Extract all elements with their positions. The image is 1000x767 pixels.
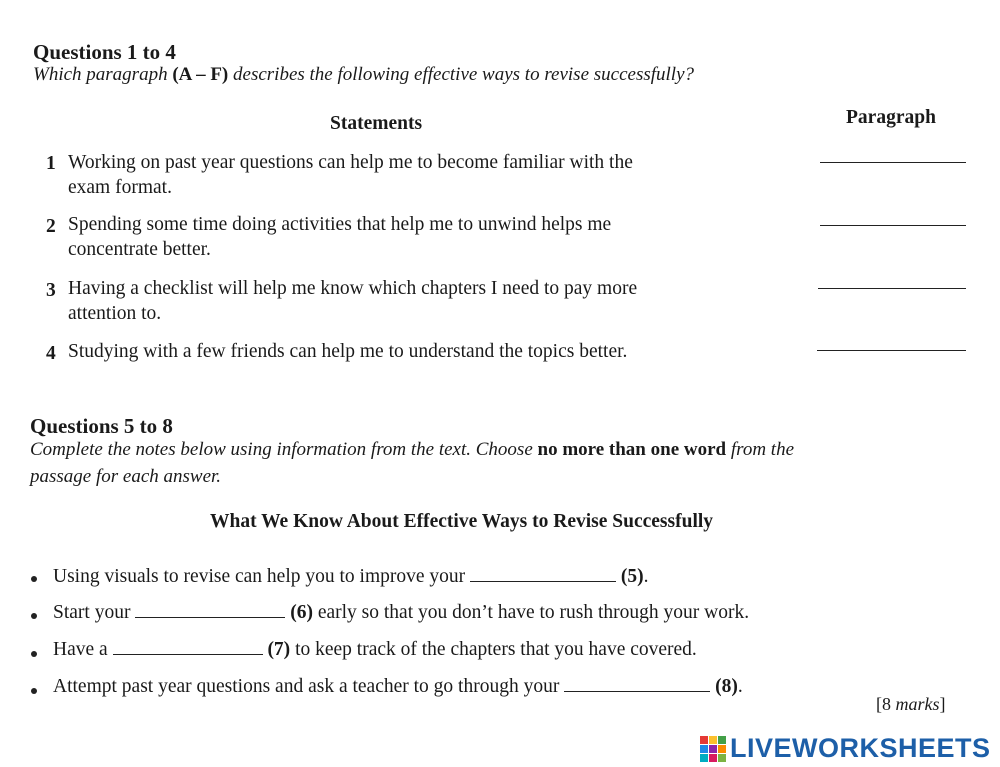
liveworksheets-logo: [700, 733, 991, 764]
note-item: Have a (7) to keep track of the chapters that you have covered.: [53, 639, 697, 660]
answer-blank-2[interactable]: [820, 225, 966, 226]
bullet-dot: [31, 576, 37, 582]
fill-blank-6[interactable]: [135, 616, 285, 618]
section2-title: Questions 5 to 8: [30, 414, 173, 438]
answer-blank-1[interactable]: [820, 162, 966, 163]
logo-grid-icon: [700, 736, 726, 762]
logo-text: LIVEWORKSHEETS: [730, 733, 991, 763]
fill-blank-7[interactable]: [113, 653, 263, 655]
note-item: Start your (6) early so that you don’t have to rush through your work.: [53, 602, 750, 623]
question-number: 2: [46, 216, 56, 237]
statement-text: Having a checklist will help me know which chapters I need to pay more attention to.: [68, 278, 638, 324]
note-item: Using visuals to revise can help you to improve your (5).: [53, 566, 649, 587]
bullet-dot: [31, 651, 37, 657]
section1-instruction: Which paragraph (A – F) describes the following effective ways to revise successfully?: [33, 64, 694, 85]
bullet-dot: [31, 688, 37, 694]
note-item: Attempt past year questions and ask a teacher to go through your (8).: [53, 676, 743, 697]
marks-label: [8 marks]: [876, 694, 946, 714]
statement-text: Spending some time doing activities that help me to unwind helps me concentrate better.: [68, 214, 612, 260]
answer-blank-3[interactable]: [818, 288, 966, 289]
section1-title: Questions 1 to 4: [33, 40, 176, 64]
statement-text: Studying with a few friends can help me to understand the topics better.: [68, 341, 628, 362]
fill-blank-5[interactable]: [470, 580, 616, 582]
question-number: 1: [46, 153, 56, 174]
notes-title: What We Know About Effective Ways to Revise Successfully: [210, 511, 714, 532]
paragraph-header: Paragraph: [846, 107, 936, 128]
bullet-dot: [31, 613, 37, 619]
answer-blank-4[interactable]: [817, 350, 966, 351]
statement-text: Working on past year questions can help me to become familiar with the exam format.: [68, 152, 633, 198]
fill-blank-8[interactable]: [564, 690, 710, 692]
question-number: 4: [46, 343, 56, 364]
question-number: 3: [46, 280, 56, 301]
statements-header: Statements: [330, 113, 423, 134]
section2-instruction: Complete the notes below using information from the text. Choose no more than one word from the passage for each answer.: [30, 439, 795, 487]
